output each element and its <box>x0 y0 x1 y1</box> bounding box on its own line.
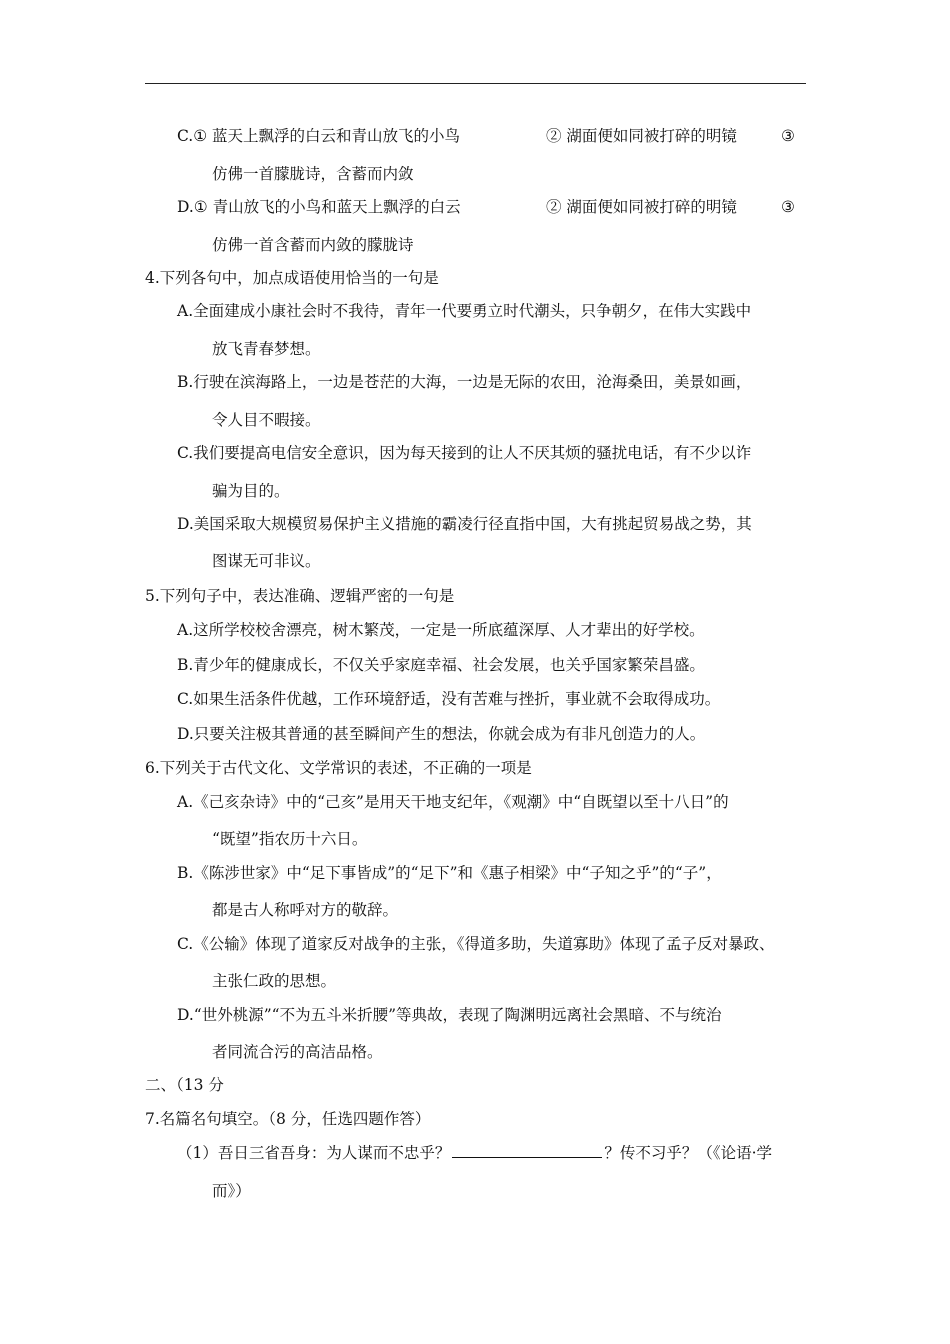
q3-option-d-continuation: 仿佛一首含蓄而内敛的朦胧诗 <box>212 236 414 254</box>
q3-option-d-part1: D.① 青山放飞的小鸟和蓝天上飘浮的白云 <box>177 198 461 216</box>
q7-stem: 7.名篇名句填空。（8 分，任选四题作答） <box>145 1110 431 1128</box>
q4-option-c-line2: 骗为目的。 <box>212 482 290 500</box>
q5-option-b: B.青少年的健康成长，不仅关乎家庭幸福、社会发展，也关乎国家繁荣昌盛。 <box>177 656 705 674</box>
q4-option-b-line2: 令人目不暇接。 <box>212 411 321 429</box>
q6-option-b-line2: 都是古人称呼对方的敬辞。 <box>212 901 399 919</box>
q4-option-b-line1: B.行驶在滨海路上，一边是苍茫的大海，一边是无际的农田，沧海桑田，美景如画， <box>177 373 752 391</box>
q5-stem: 5.下列句子中，表达准确、逻辑严密的一句是 <box>145 587 455 605</box>
q6-option-a-line2: “既望”指农历十六日。 <box>212 830 368 848</box>
q3-option-c-continuation: 仿佛一首朦胧诗，含蓄而内敛 <box>212 165 414 183</box>
q4-option-d-line2: 图谋无可非议。 <box>212 552 321 570</box>
q4-option-d-line1: D.美国采取大规模贸易保护主义措施的霸凌行径直指中国，大有挑起贸易战之势，其 <box>177 515 752 533</box>
q6-option-c-line1: C.《公输》体现了道家反对战争的主张，《得道多助，失道寡助》体现了孟子反对暴政、 <box>177 935 775 953</box>
q3-option-c-part3: ③ <box>781 127 795 145</box>
q6-option-a-line1: A.《己亥杂诗》中的“己亥”是用天干地支纪年，《观潮》中“自既望以至十八日”的 <box>177 793 729 811</box>
fill-in-blank[interactable] <box>452 1143 602 1158</box>
header-rule <box>145 83 806 84</box>
q7-item-1 <box>177 1143 772 1163</box>
section-2-heading: 二、（13 分 <box>145 1076 224 1094</box>
q6-option-b-line1: B.《陈涉世家》中“足下事皆成”的“足下”和《惠子相梁》中“子知之乎”的“子”， <box>177 864 722 882</box>
q3-option-c-part2: ② 湖面便如同被打碎的明镜 <box>546 127 737 145</box>
q4-option-a-line2: 放飞青春梦想。 <box>212 340 321 358</box>
q4-option-c-line1: C.我们要提高电信安全意识，因为每天接到的让人不厌其烦的骚扰电话，有不少以诈 <box>177 444 752 462</box>
q6-stem: 6.下列关于古代文化、文学常识的表述，不正确的一项是 <box>145 759 532 777</box>
q6-option-d-line2: 者同流合污的高洁品格。 <box>212 1043 383 1061</box>
q5-option-a: A.这所学校校舍漂亮，树木繁茂，一定是一所底蕴深厚、人才辈出的好学校。 <box>177 621 705 639</box>
q7-item-1-before-blank: （1）吾日三省吾身：为人谋而不忠乎？ <box>177 1144 451 1162</box>
q5-option-d: D.只要关注极其普通的甚至瞬间产生的想法，你就会成为有非凡创造力的人。 <box>177 725 706 743</box>
q3-option-d-part2: ② 湖面便如同被打碎的明镜 <box>546 198 737 216</box>
q6-option-c-line2: 主张仁政的思想。 <box>212 972 337 990</box>
q5-option-c: C.如果生活条件优越，工作环境舒适，没有苦难与挫折，事业就不会取得成功。 <box>177 690 721 708</box>
q3-option-d-part3: ③ <box>781 198 795 216</box>
q7-item-1-after-blank: ？传不习乎？（《论语·学 <box>604 1144 773 1162</box>
q7-item-1-continuation: 而》） <box>212 1182 251 1200</box>
q3-option-c-part1: C.① 蓝天上飘浮的白云和青山放飞的小鸟 <box>177 127 461 145</box>
q4-stem: 4.下列各句中，加点成语使用恰当的一句是 <box>145 269 439 287</box>
q6-option-d-line1: D.“世外桃源”“不为五斗米折腰”等典故，表现了陶渊明远离社会黑暗、不与统治 <box>177 1006 722 1024</box>
q4-option-a-line1: A.全面建成小康社会时不我待，青年一代要勇立时代潮头，只争朝夕，在伟大实践中 <box>177 302 752 320</box>
